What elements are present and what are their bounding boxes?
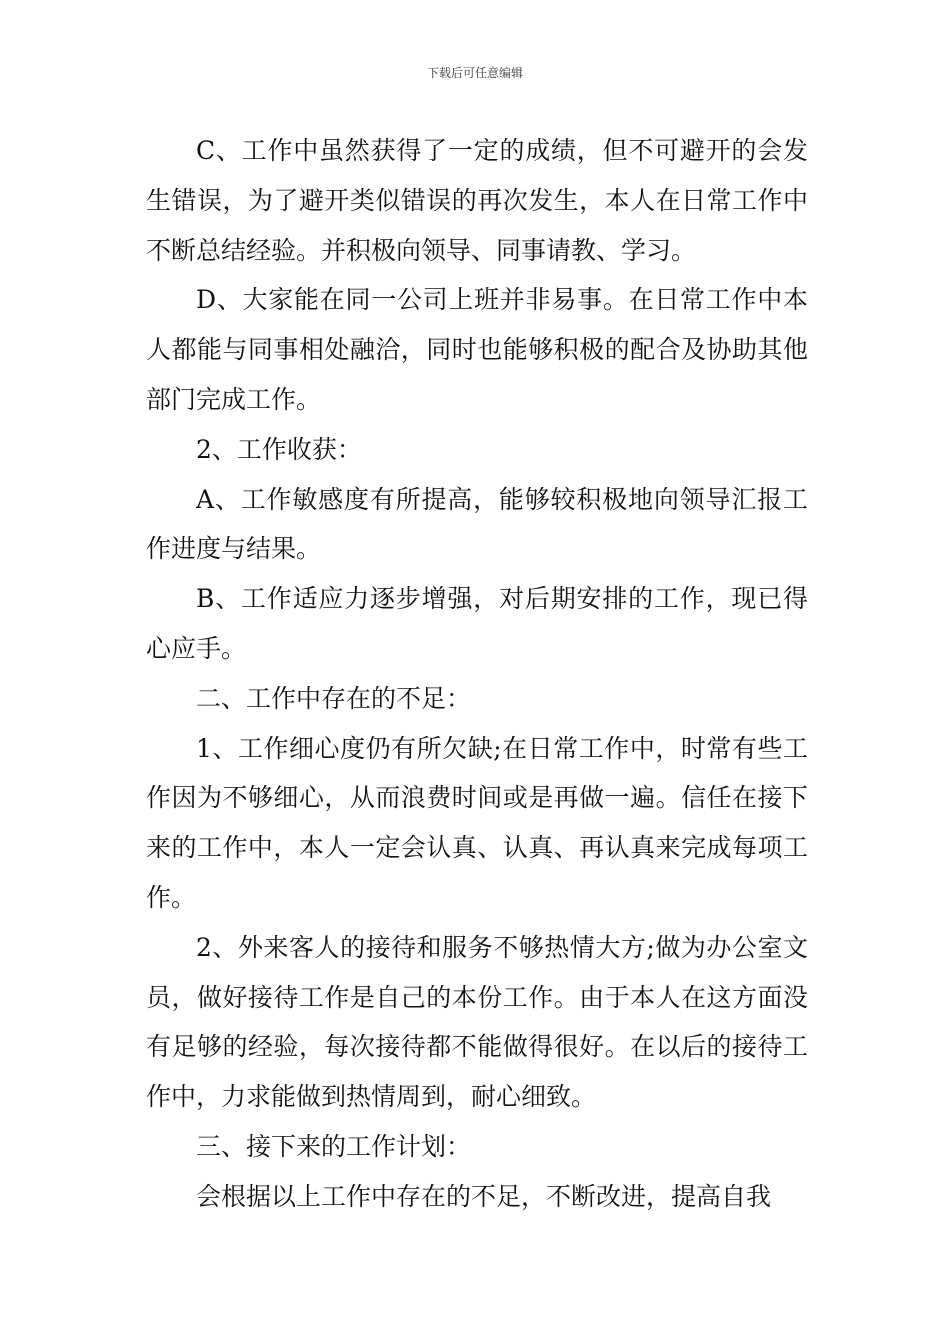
document-body [146, 126, 808, 1222]
page-header: 下载后可任意编辑 [426, 66, 523, 80]
paragraph-c: C、工作中虽然获得了一定的成绩，但不可避开的会发生错误，为了避开类似错误的再次发生，本人在日常工作中不断总结经验。并积极向领导、同事请教、学习。 [146, 136, 808, 265]
paragraph-a: A、工作敏感度有所提高，能够较积极地向领导汇报工作进度与结果。 [146, 484, 808, 564]
paragraph-work-plan: 会根据以上工作中存在的不足，不断改进，提高自我 [196, 1181, 772, 1211]
paragraph-shortcoming-2: 2、外来客人的接待和服务不够热情大方;做为办公室文员，做好接待工作是自己的本份工作。由于本人在这方面没有足够的经验，每次接待都不能做得很好。在以后的接待工作中，力求能做到热情周到，耐心细致。 [146, 932, 808, 1112]
heading-work-gains: 2、工作收获： [196, 434, 362, 464]
heading-work-plan: 三、接下来的工作计划： [196, 1131, 472, 1161]
paragraph-shortcoming-1: 1、工作细心度仍有所欠缺;在日常工作中，时常有些工作因为不够细心，从而浪费时间或是再做一遍。信任在接下来的工作中，本人一定会认真、认真、再认真来完成每项工作。 [146, 733, 808, 912]
heading-shortcomings: 二、工作中存在的不足： [196, 683, 472, 713]
paragraph-b: B、工作适应力逐步增强，对后期安排的工作，现已得心应手。 [146, 584, 808, 663]
paragraph-d: D、大家能在同一公司上班并非易事。在日常工作中本人都能与同事相处融洽，同时也能够积极的配合及协助其他部门完成工作。 [146, 285, 808, 414]
